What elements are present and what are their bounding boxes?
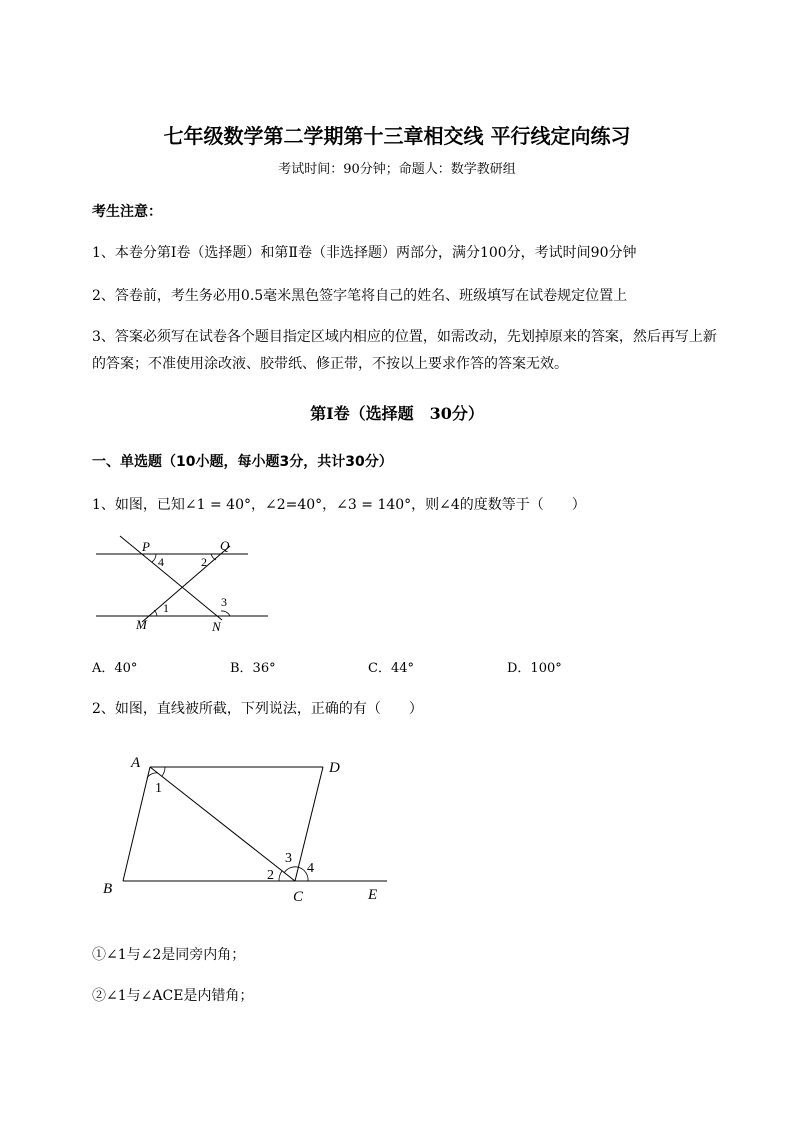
option-a[interactable]: A．40° xyxy=(92,661,138,676)
angle-4-label: 4 xyxy=(158,555,164,569)
option-c[interactable]: C．44° xyxy=(368,661,414,676)
statement-2: ②∠1与∠ACE是内错角； xyxy=(92,988,254,1004)
angle-1-label: 1 xyxy=(155,781,162,796)
notice-item-3: 3、答案必须写在试卷各个题目指定区域内相应的位置，如需改动，先划掉原来的答案，然后再写上新 xyxy=(92,329,717,345)
option-b[interactable]: B．36° xyxy=(230,661,276,676)
notice-heading: 考生注意： xyxy=(92,204,162,220)
point-Q-label: Q xyxy=(220,538,230,553)
question-2-stem: 2、如图，直线被所截，下列说法，正确的有（ ） xyxy=(92,701,423,717)
point-D-label: D xyxy=(329,760,340,776)
question-1-figure xyxy=(90,530,270,635)
notice-item-3-cont: 的答案；不准使用涂改液、胶带纸、修正带，不按以上要求作答的答案无效。 xyxy=(92,356,568,372)
point-N-label: N xyxy=(212,619,221,634)
section-title: 第I卷（选择题 30分） xyxy=(310,404,484,423)
exam-info: 考试时间：90分钟；命题人：数学教研组 xyxy=(278,162,516,177)
point-E-label: E xyxy=(368,887,378,903)
angle-2-label: 2 xyxy=(267,868,274,883)
point-M-label: M xyxy=(136,617,147,632)
angle-3-label: 3 xyxy=(285,851,292,866)
statement-1: ①∠1与∠2是同旁内角； xyxy=(92,947,246,963)
page-title: 七年级数学第二学期第十三章相交线 平行线定向练习 xyxy=(163,124,631,148)
point-P-label: P xyxy=(142,539,150,554)
point-B-label: B xyxy=(103,881,113,897)
angle-2-label: 2 xyxy=(201,555,207,569)
angle-1-label: 1 xyxy=(163,601,169,615)
point-A-label: A xyxy=(131,755,141,771)
option-d[interactable]: D．100° xyxy=(507,661,562,676)
angle-3-label: 3 xyxy=(221,595,227,609)
question-1-stem: 1、如图，已知∠1 = 40°，∠2=40°，∠3 = 140°，则∠4的度数等于（ ） xyxy=(92,497,586,513)
angle-4-label: 4 xyxy=(307,861,314,876)
notice-item-1: 1、本卷分第I卷（选择题）和第Ⅱ卷（非选择题）两部分，满分100分，考试时间90分钟 xyxy=(92,245,637,261)
point-C-label: C xyxy=(293,889,304,905)
question-2-figure xyxy=(95,745,400,910)
notice-item-2: 2、答卷前，考生务必用0.5毫米黑色签字笔将自己的姓名、班级填写在试卷规定位置上 xyxy=(92,288,628,304)
part-heading: 一、单选题（10小题，每小题3分，共计30分） xyxy=(92,454,393,470)
